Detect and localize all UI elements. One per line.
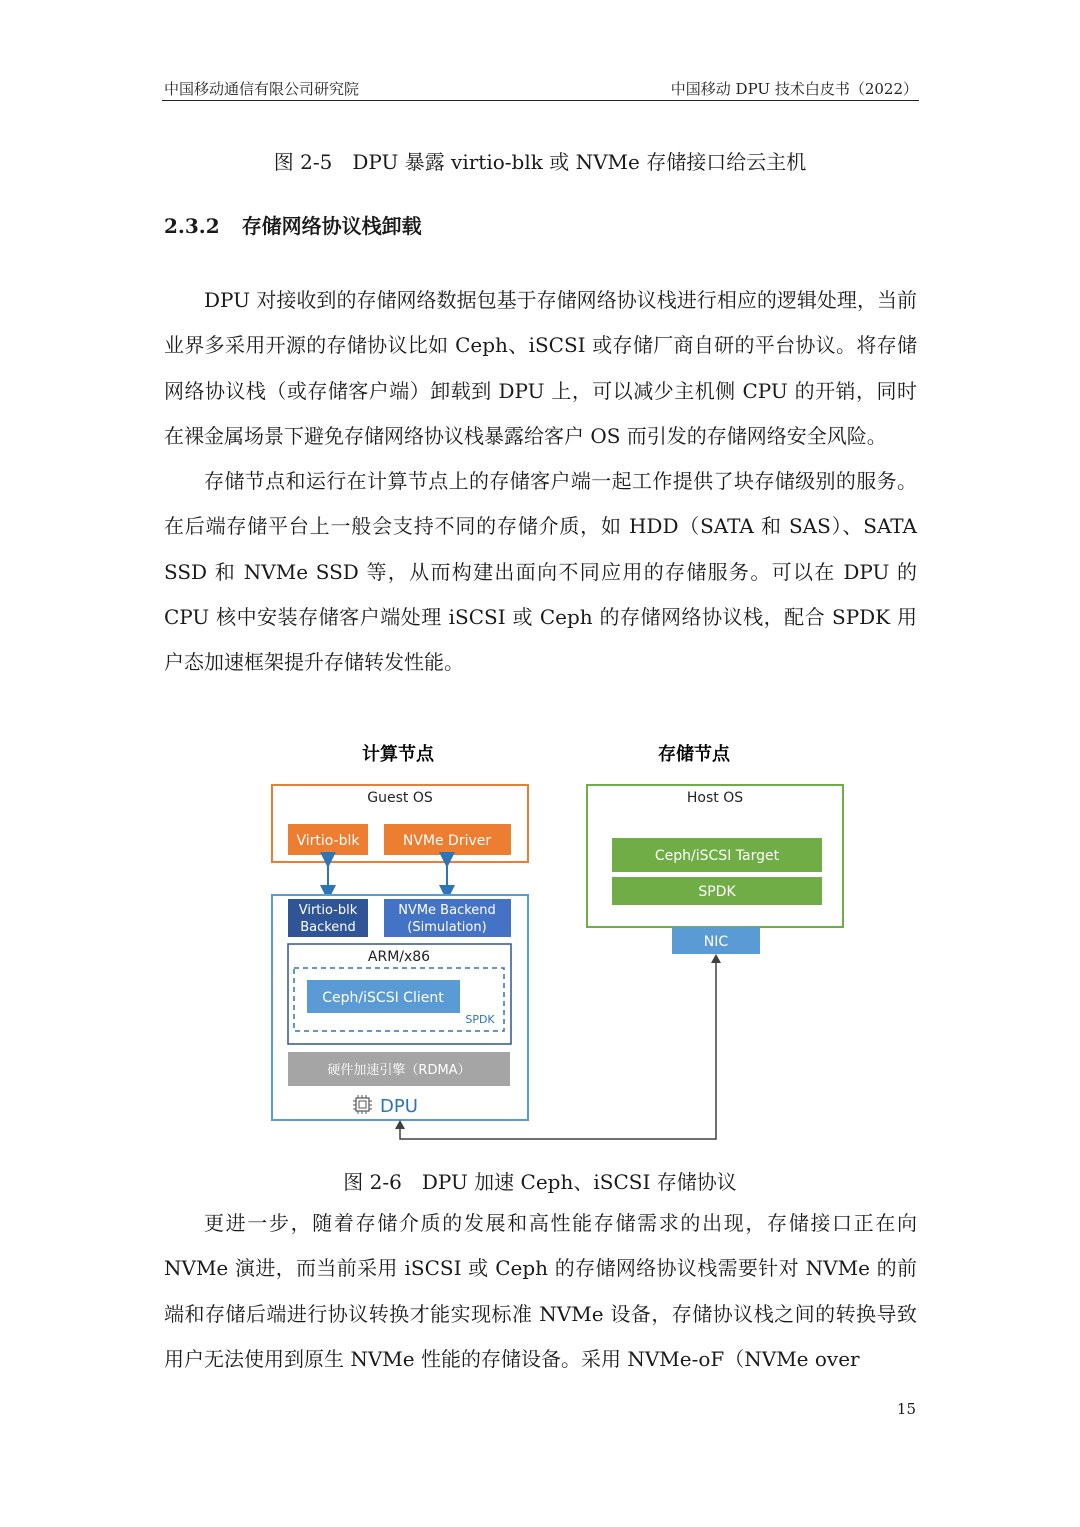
nvme-backend-line2: (Simulation) bbox=[407, 920, 487, 935]
virtio-backend-line2: Backend bbox=[300, 920, 356, 935]
nvme-driver-label: NVMe Driver bbox=[402, 833, 492, 849]
body-paragraph-after bbox=[164, 1201, 917, 1382]
figure-2-6-caption: 图 2-6 DPU 加速 Ceph、iSCSI 存储协议 bbox=[343, 1170, 737, 1194]
ceph-client-label: Ceph/iSCSI Client bbox=[322, 990, 444, 1006]
hw-accel-label: 硬件加速引擎（RDMA） bbox=[327, 1063, 471, 1078]
nic-label: NIC bbox=[703, 934, 729, 950]
figure-2-5-caption: 图 2-5 DPU 暴露 virtio-blk 或 NVMe 存储接口给云主机 bbox=[273, 150, 807, 174]
section-title: 存储网络协议栈卸载 bbox=[241, 214, 422, 238]
host-os-label: Host OS bbox=[686, 790, 744, 806]
guest-os-label: Guest OS bbox=[367, 790, 433, 806]
compute-node-title: 计算节点 bbox=[362, 744, 434, 765]
paragraph-2: 存储节点和运行在计算节点上的存储客户端一起工作提供了块存储级别的服务。在后端存储平台上一般会支持不同的存储介质，如 HDD（SATA 和 SAS）、SATA SSD 和 NVMe SSD 等，从而构建出面向不同应用的存储服务。可以在 DPU 的 CPU 核中安装存储客户端处理 iSCSI 或 Ceph 的存储网络协议栈，配合 SPDK 用户态加速框架提升存储转发性能。 bbox=[164, 469, 917, 675]
paragraph-3: 更进一步，随着存储介质的发展和高性能存储需求的出现，存储接口正在向 NVMe 演进，而当前采用 iSCSI 或 Ceph 的存储网络协议栈需要针对 NVMe 的前端和存储后端进行协议转换才能实现标准 NVMe 设备，存储协议栈之间的转换导致用户无法使用到原生 NVMe 性能的存储设备。采用 NVMe-oF（NVMe over bbox=[164, 1211, 917, 1371]
virtio-backend-line1: Virtio-blk bbox=[298, 903, 358, 918]
arm-x86-label: ARM/x86 bbox=[367, 949, 431, 965]
dpu-label: DPU bbox=[380, 1096, 418, 1117]
paragraph-1: DPU 对接收到的存储网络数据包基于存储网络协议栈进行相应的逻辑处理，当前业界多采用开源的存储协议比如 Ceph、iSCSI 或存储厂商自研的平台协议。将存储网络协议栈（或存储客户端）卸载到 DPU 上，可以减少主机侧 CPU 的开销，同时在裸金属场景下避免存储网络协议栈暴露给客户 OS 而引发的存储网络安全风险。 bbox=[164, 288, 917, 448]
header-right: 中国移动 DPU 技术白皮书（2022） bbox=[670, 80, 918, 98]
nvme-backend-line1: NVMe Backend bbox=[398, 903, 496, 918]
nic-arrowhead bbox=[711, 954, 721, 963]
page-number: 15 bbox=[896, 1400, 916, 1418]
spdk-region-label: SPDK bbox=[465, 1013, 495, 1026]
storage-node-title: 存储节点 bbox=[658, 744, 730, 765]
dpu-arrowhead bbox=[395, 1120, 405, 1129]
ceph-target-label: Ceph/iSCSI Target bbox=[654, 848, 780, 864]
spdk-block-label: SPDK bbox=[698, 884, 736, 900]
section-number: 2.3.2 bbox=[164, 214, 220, 238]
virtio-blk-label: Virtio-blk bbox=[296, 833, 360, 849]
header-left: 中国移动通信有限公司研究院 bbox=[164, 80, 360, 98]
